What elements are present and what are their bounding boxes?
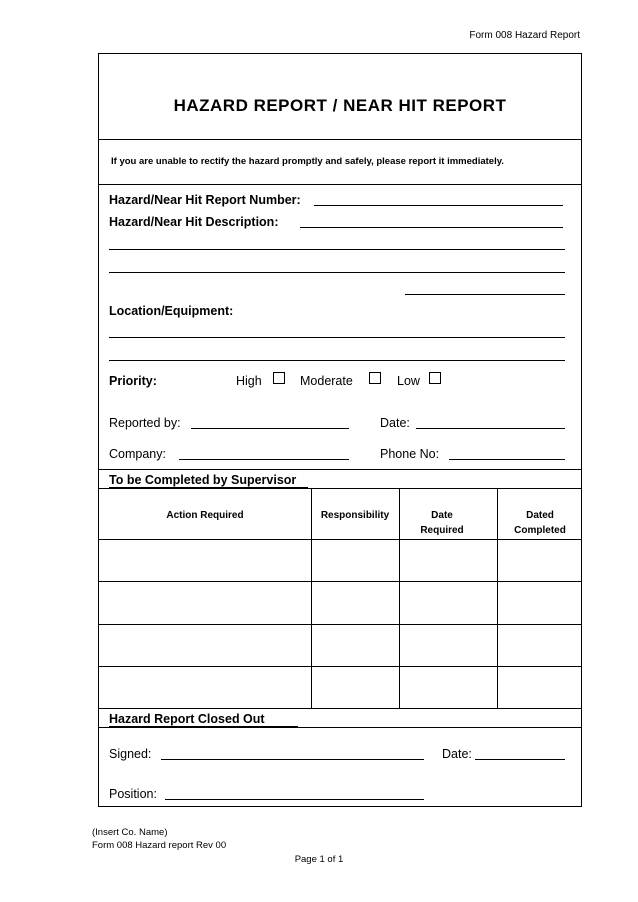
phone-line[interactable] (449, 459, 565, 460)
description-line[interactable] (109, 272, 565, 273)
column-header-action-required: Action Required (166, 510, 244, 521)
section-divider (99, 727, 581, 728)
company-label: Company: (109, 447, 166, 461)
form-reference: Form 008 Hazard Report (469, 30, 580, 41)
location-line[interactable] (109, 337, 565, 338)
date-line[interactable] (416, 428, 565, 429)
priority-high-label: High (236, 374, 262, 388)
title-row (99, 54, 581, 140)
location-label: Location/Equipment: (109, 304, 234, 318)
table-cell-action[interactable] (99, 539, 311, 581)
description-label: Hazard/Near Hit Description: (109, 215, 279, 229)
description-line[interactable] (405, 294, 565, 295)
position-line[interactable] (165, 799, 424, 800)
priority-low-checkbox[interactable] (429, 372, 441, 384)
footer-company: (Insert Co. Name) (92, 827, 168, 838)
page-number: Page 1 of 1 (294, 854, 344, 865)
hazard-report-form (98, 53, 582, 807)
position-label: Position: (109, 787, 157, 801)
notice-text: If you are unable to rectify the hazard promptly and safely, please report it immediately. (111, 156, 504, 167)
table-column-border (399, 488, 400, 708)
table-cell-action[interactable] (99, 666, 311, 708)
reported-by-line[interactable] (191, 428, 349, 429)
column-header-date-required: Date Required (420, 510, 464, 536)
table-column-border (311, 488, 312, 708)
form-title: HAZARD REPORT / NEAR HIT REPORT (173, 96, 507, 115)
column-header-dated-completed: Dated Completed (514, 510, 566, 536)
section-divider (99, 469, 581, 470)
notice-row (99, 139, 581, 185)
footer-revision: Form 008 Hazard report Rev 00 (92, 840, 227, 851)
signed-label: Signed: (109, 747, 152, 761)
priority-label: Priority: (109, 374, 157, 388)
priority-high-checkbox[interactable] (273, 372, 285, 384)
supervisor-heading: To be Completed by Supervisor (109, 473, 297, 487)
priority-moderate-label: Moderate (300, 374, 353, 388)
priority-moderate-checkbox[interactable] (369, 372, 381, 384)
description-line[interactable] (109, 249, 565, 250)
table-row-border (99, 708, 581, 709)
table-cell-action[interactable] (99, 581, 311, 624)
signed-line[interactable] (161, 759, 424, 760)
report-number-line[interactable] (314, 205, 563, 206)
location-line[interactable] (109, 360, 565, 361)
date-label: Date: (380, 416, 410, 430)
closeout-date-label: Date: (442, 747, 472, 761)
table-top-border (99, 488, 581, 489)
reported-by-label: Reported by: (109, 416, 181, 430)
company-line[interactable] (179, 459, 349, 460)
table-cell-action[interactable] (99, 624, 311, 666)
closeout-date-line[interactable] (475, 759, 565, 760)
column-header-responsibility: Responsibility (320, 510, 390, 521)
report-number-label: Hazard/Near Hit Report Number: (109, 193, 301, 207)
closeout-heading: Hazard Report Closed Out (109, 712, 265, 726)
priority-low-label: Low (397, 374, 420, 388)
description-line[interactable] (300, 227, 563, 228)
phone-label: Phone No: (380, 447, 440, 461)
table-column-border (497, 488, 498, 708)
